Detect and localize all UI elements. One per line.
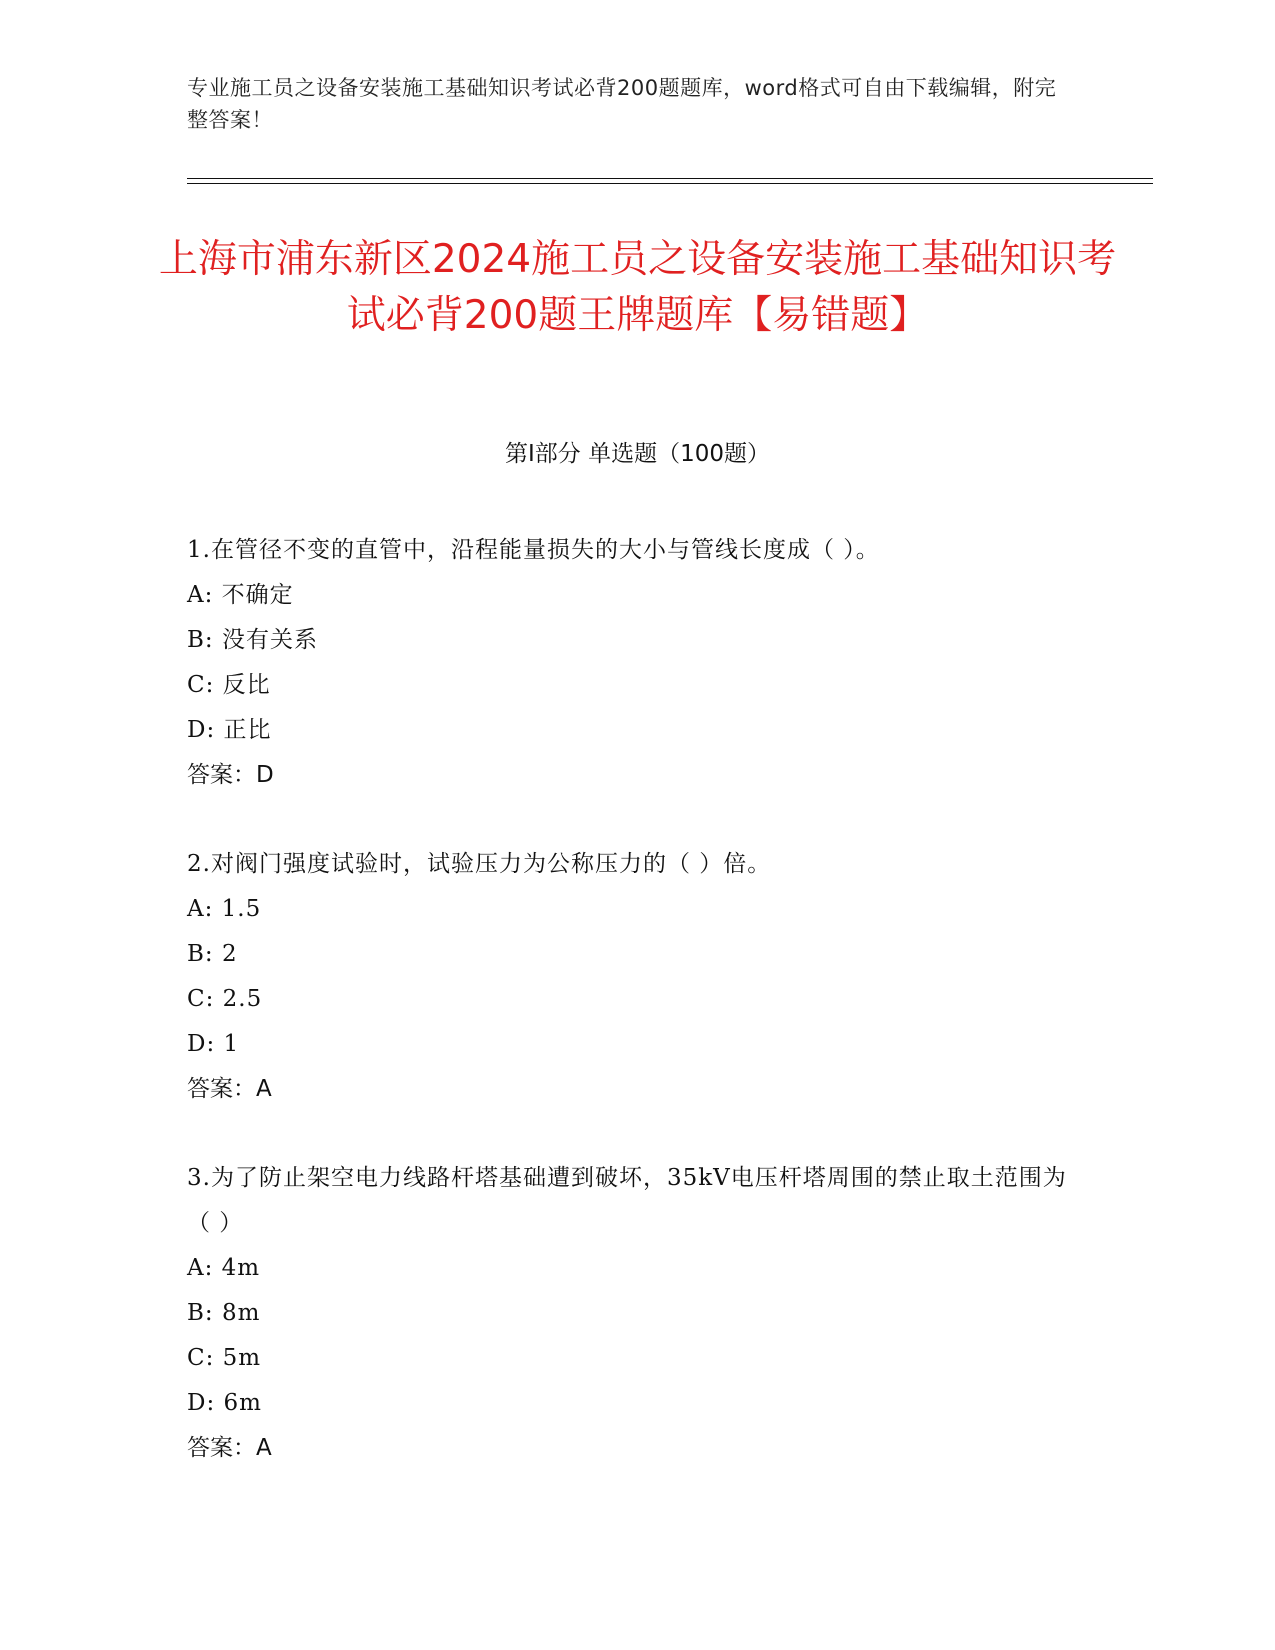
answer: 答案：A xyxy=(187,1435,272,1461)
option-d: D: 正比 xyxy=(187,717,272,743)
question-1 xyxy=(187,528,1067,798)
header-divider-bottom xyxy=(187,183,1153,184)
option-b: B: 8m xyxy=(187,1300,261,1326)
question-3 xyxy=(187,1156,1067,1471)
header-divider-top xyxy=(187,178,1153,179)
answer: 答案：A xyxy=(187,1076,272,1102)
option-a: A: 不确定 xyxy=(187,582,294,608)
option-a: A: 4m xyxy=(187,1255,261,1281)
section-title: 第Ⅰ部分 单选题（100题） xyxy=(505,441,770,467)
question-list xyxy=(187,528,1067,1515)
question-2 xyxy=(187,842,1067,1112)
answer: 答案：D xyxy=(187,762,274,788)
option-b: B: 没有关系 xyxy=(187,627,318,653)
option-c: C: 5m xyxy=(187,1345,262,1371)
option-d: D: 6m xyxy=(187,1390,262,1416)
option-b: B: 2 xyxy=(187,941,238,967)
header-note: 专业施工员之设备安装施工基础知识考试必背200题题库，word格式可自由下载编辑，附完整答案！ xyxy=(187,76,1057,132)
option-a: A: 1.5 xyxy=(187,896,262,922)
option-c: C: 反比 xyxy=(187,672,271,698)
option-d: D: 1 xyxy=(187,1031,240,1057)
question-stem: 1.在管径不变的直管中，沿程能量损失的大小与管线长度成（ ）。 xyxy=(187,537,880,563)
question-stem: 2.对阀门强度试验时，试验压力为公称压力的（ ）倍。 xyxy=(187,851,772,877)
option-c: C: 2.5 xyxy=(187,986,263,1012)
question-stem: 3.为了防止架空电力线路杆塔基础遭到破坏，35kV电压杆塔周围的禁止取土范围为（ ） xyxy=(187,1165,1067,1236)
document-title: 上海市浦东新区2024施工员之设备安装施工基础知识考试必背200题王牌题库【易错题】 xyxy=(158,237,1117,338)
